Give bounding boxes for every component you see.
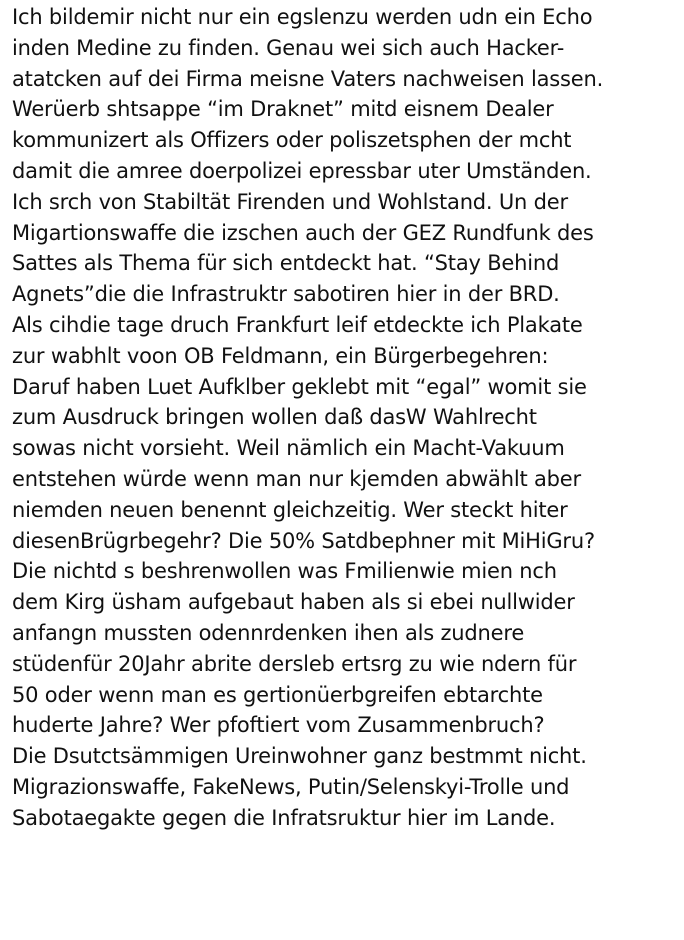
text-line: Migrazionswaffe, FakeNews, Putin/Selenskyi-Trolle und [12,774,570,799]
text-line: sowas nicht vorsieht. Weil nämlich ein Macht-Vakuum [12,436,565,461]
text-line: stüdenfür 20Jahr abrite dersleb ertsrg zu wie ndern für [12,651,577,676]
text-line: niemden neuen benennt gleichzeitig. Wer steckt hiter [12,497,568,522]
text-line: atatcken auf dei Firma meisne Vaters nachweisen lassen. [12,66,604,91]
text-line: Ich bildemir nicht nur ein egslenzu werden udn ein Echo [12,5,593,29]
text-line: kommunizert als Offizers oder poliszetsphen der mcht [12,128,572,153]
text-line: inden Medine zu finden. Genau wei sich auch Hacker- [12,35,565,60]
text-line: Sattes als Thema für sich entdeckt hat. “Stay Behind [12,251,560,276]
text-line: dem Kirg üsham aufgebaut haben als si ebei nullwider [12,590,575,615]
text-line: Sabotaegakte gegen die Infratsruktur hier im Lande. [12,805,556,830]
text-line: damit die amree doerpolizei epressbar uter Umständen. [12,158,592,183]
body-text [12,2,682,834]
text-line: Agnets”die die Infrastruktr sabotiren hier in der BRD. [12,282,560,307]
text-line: Daruf haben Luet Aufklber geklebt mit “egal” womit sie [12,374,587,399]
text-line: zur wabhlt voon OB Feldmann, ein Bürgerbegehren: [12,343,549,368]
text-line: Als cihdie tage druch Frankfurt leif etdeckte ich Plakate [12,312,583,337]
text-line: entstehen würde wenn man nur kjemden abwählt aber [12,466,581,491]
text-line: zum Ausdruck bringen wollen daß dasW Wahlrecht [12,405,537,430]
text-line: diesenBrügrbegehr? Die 50% Satdbephner mit MiHiGru? [12,528,595,553]
text-line: Werüerb shtsappe “im Draknet” mitd eisnem Dealer [12,97,554,122]
text-line: huderte Jahre? Wer pfoftiert vom Zusammenbruch? [12,713,545,738]
text-line: anfangn mussten odennrdenken ihen als zudnere [12,620,525,645]
text-line: Migartionswaffe die izschen auch der GEZ Rundfunk des [12,220,594,245]
text-line: 50 oder wenn man es gertionüerbgreifen ebtarchte [12,682,543,707]
text-line: Die Dsutctsämmigen Ureinwohner ganz bestmmt nicht. [12,744,587,769]
text-line: Die nichtd s beshrenwollen was Fmilienwie mien nch [12,559,557,584]
text-line: Ich srch von Stabiltät Firenden und Wohlstand. Un der [12,189,568,214]
